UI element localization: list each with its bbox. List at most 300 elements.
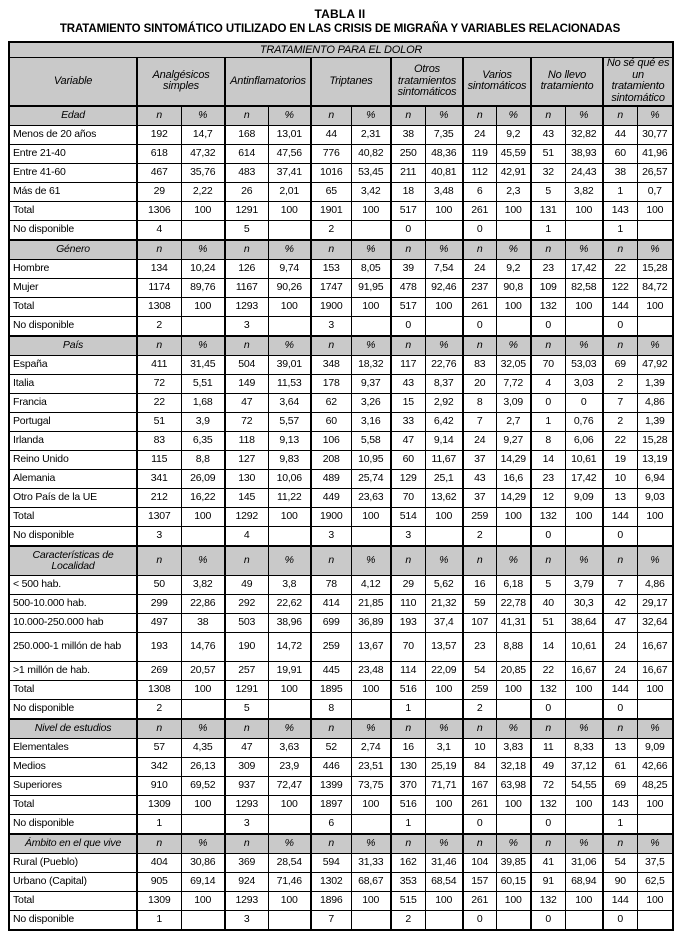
cell-n: 115 — [137, 450, 181, 469]
cell-n: 132 — [531, 891, 565, 910]
cell-pct: 7,72 — [496, 374, 531, 393]
row-label: Urbano (Capital) — [9, 872, 137, 891]
cell-n: 1016 — [311, 163, 351, 182]
cell-n: 62 — [311, 393, 351, 412]
cell-pct: 10,95 — [351, 450, 391, 469]
cell-n: 2 — [603, 374, 637, 393]
subheader-pct: % — [268, 106, 311, 126]
cell-n: 449 — [311, 488, 351, 507]
cell-n: 61 — [603, 757, 637, 776]
cell-pct: 5,51 — [181, 374, 225, 393]
cell-n: 14 — [531, 632, 565, 661]
row-label: No disponible — [9, 699, 137, 719]
data-row — [9, 278, 673, 297]
subheader-n: n — [137, 240, 181, 260]
cell-pct — [565, 316, 603, 336]
cell-pct: 100 — [268, 297, 311, 316]
data-row — [9, 182, 673, 201]
subheader-pct: % — [181, 719, 225, 739]
subheader-pct: % — [637, 834, 673, 854]
cell-n: 167 — [463, 776, 496, 795]
subheader-pct: % — [425, 546, 463, 576]
subheader-pct: % — [268, 834, 311, 854]
cell-pct: 8,37 — [425, 374, 463, 393]
cell-n: 1900 — [311, 297, 351, 316]
variable-column-header: Variable — [9, 58, 137, 106]
cell-n: 1 — [603, 814, 637, 834]
cell-n: 84 — [463, 757, 496, 776]
subheader-n: n — [225, 546, 268, 576]
row-label: Total — [9, 795, 137, 814]
cell-n: 132 — [531, 680, 565, 699]
table-banner-row — [9, 42, 673, 58]
subheader-n: n — [225, 834, 268, 854]
row-label: Hombre — [9, 259, 137, 278]
cell-n: 60 — [391, 450, 425, 469]
cell-pct — [425, 699, 463, 719]
cell-n: 3 — [137, 526, 181, 546]
cell-n: 3 — [311, 526, 351, 546]
cell-pct: 9,03 — [637, 488, 673, 507]
subheader-pct: % — [351, 240, 391, 260]
cell-n: 8 — [463, 393, 496, 412]
cell-pct: 69,14 — [181, 872, 225, 891]
cell-pct: 3,09 — [496, 393, 531, 412]
subheader-pct: % — [181, 834, 225, 854]
cell-n: 1 — [531, 412, 565, 431]
cell-n: 269 — [137, 661, 181, 680]
cell-pct: 68,67 — [351, 872, 391, 891]
cell-n: 467 — [137, 163, 181, 182]
cell-n: 1291 — [225, 680, 268, 699]
subheader-n: n — [311, 336, 351, 356]
cell-n: 618 — [137, 144, 181, 163]
cell-pct: 5,62 — [425, 575, 463, 594]
subheader-n: n — [137, 336, 181, 356]
cell-n: 594 — [311, 853, 351, 872]
subheader-pct: % — [351, 834, 391, 854]
cell-pct: 100 — [351, 680, 391, 699]
cell-pct: 100 — [268, 680, 311, 699]
cell-pct: 38 — [181, 613, 225, 632]
subheader-pct: % — [496, 106, 531, 126]
cell-pct: 100 — [425, 891, 463, 910]
cell-n: 106 — [311, 431, 351, 450]
cell-n: 29 — [137, 182, 181, 201]
cell-pct: 4,12 — [351, 575, 391, 594]
cell-pct: 0,76 — [565, 412, 603, 431]
cell-pct: 53,03 — [565, 355, 603, 374]
data-row — [9, 853, 673, 872]
cell-pct: 25,1 — [425, 469, 463, 488]
cell-pct: 22,62 — [268, 594, 311, 613]
cell-n: 4 — [137, 220, 181, 240]
cell-n: 107 — [463, 613, 496, 632]
cell-n: 1 — [603, 182, 637, 201]
cell-pct: 3,42 — [351, 182, 391, 201]
data-row — [9, 355, 673, 374]
cell-pct: 100 — [496, 201, 531, 220]
cell-pct: 60,15 — [496, 872, 531, 891]
subheader-n: n — [531, 106, 565, 126]
group-header-4: Varios sintomáticos — [463, 58, 531, 106]
cell-pct: 72,47 — [268, 776, 311, 795]
row-label: No disponible — [9, 220, 137, 240]
page-subtitle: TRATAMIENTO SINTOMÁTICO UTILIZADO EN LAS CRISIS DE MIGRAÑA Y VARIABLES RELACIONADAS — [59, 23, 621, 35]
cell-pct — [496, 220, 531, 240]
cell-n: 6 — [463, 182, 496, 201]
cell-pct: 9,2 — [496, 125, 531, 144]
cell-pct: 3,82 — [565, 182, 603, 201]
cell-n: 129 — [391, 469, 425, 488]
cell-pct: 16,67 — [637, 661, 673, 680]
cell-pct: 6,35 — [181, 431, 225, 450]
cell-pct: 90,8 — [496, 278, 531, 297]
section-label: Edad — [9, 106, 137, 126]
subheader-pct: % — [496, 719, 531, 739]
cell-pct: 1,39 — [637, 412, 673, 431]
cell-pct: 40,81 — [425, 163, 463, 182]
cell-n: 32 — [531, 163, 565, 182]
data-row — [9, 680, 673, 699]
cell-pct: 37,4 — [425, 613, 463, 632]
cell-n: 65 — [311, 182, 351, 201]
cell-n: 33 — [391, 412, 425, 431]
cell-n: 122 — [603, 278, 637, 297]
subheader-pct: % — [181, 546, 225, 576]
group-header-2: Triptanes — [311, 58, 391, 106]
subheader-n: n — [225, 719, 268, 739]
cell-pct — [268, 699, 311, 719]
row-label: Otro País de la UE — [9, 488, 137, 507]
cell-pct: 29,17 — [637, 594, 673, 613]
data-row — [9, 891, 673, 910]
subheader-pct: % — [565, 336, 603, 356]
row-label: No disponible — [9, 526, 137, 546]
subheader-pct: % — [637, 336, 673, 356]
cell-n: 5 — [225, 699, 268, 719]
cell-n: 1897 — [311, 795, 351, 814]
cell-n: 261 — [463, 297, 496, 316]
row-label: No disponible — [9, 814, 137, 834]
cell-n: 517 — [391, 201, 425, 220]
cell-pct: 3,82 — [181, 575, 225, 594]
subheader-n: n — [603, 240, 637, 260]
cell-n: 503 — [225, 613, 268, 632]
cell-n: 43 — [391, 374, 425, 393]
subheader-pct: % — [496, 336, 531, 356]
cell-pct: 68,94 — [565, 872, 603, 891]
cell-pct: 73,75 — [351, 776, 391, 795]
cell-n: 39 — [391, 259, 425, 278]
cell-pct: 18,32 — [351, 355, 391, 374]
cell-n: 445 — [311, 661, 351, 680]
cell-pct: 4,86 — [637, 393, 673, 412]
cell-pct: 38,93 — [565, 144, 603, 163]
subheader-pct: % — [425, 336, 463, 356]
subheader-n: n — [311, 834, 351, 854]
row-label: >1 millón de hab. — [9, 661, 137, 680]
cell-pct: 21,85 — [351, 594, 391, 613]
cell-n: 1309 — [137, 891, 181, 910]
cell-pct: 100 — [268, 795, 311, 814]
data-row — [9, 201, 673, 220]
row-label: 10.000-250.000 hab — [9, 613, 137, 632]
cell-pct — [181, 910, 225, 930]
cell-n: 299 — [137, 594, 181, 613]
subheader-pct: % — [637, 719, 673, 739]
cell-pct: 3,9 — [181, 412, 225, 431]
cell-pct: 68,54 — [425, 872, 463, 891]
cell-pct: 100 — [565, 795, 603, 814]
section-label: Características de Localidad — [9, 546, 137, 576]
cell-pct: 3,79 — [565, 575, 603, 594]
cell-n: 7 — [603, 575, 637, 594]
cell-pct: 16,67 — [637, 632, 673, 661]
cell-n: 118 — [225, 431, 268, 450]
cell-pct — [496, 814, 531, 834]
cell-n: 13 — [603, 738, 637, 757]
cell-pct: 100 — [351, 795, 391, 814]
cell-pct: 2,74 — [351, 738, 391, 757]
cell-n: 257 — [225, 661, 268, 680]
cell-n: 29 — [391, 575, 425, 594]
cell-n: 1 — [531, 220, 565, 240]
cell-pct: 100 — [496, 891, 531, 910]
row-label: Francia — [9, 393, 137, 412]
cell-pct: 26,13 — [181, 757, 225, 776]
cell-n: 69 — [603, 776, 637, 795]
row-label: Elementales — [9, 738, 137, 757]
cell-pct: 100 — [181, 891, 225, 910]
cell-pct: 37,41 — [268, 163, 311, 182]
cell-pct: 13,19 — [637, 450, 673, 469]
cell-n: 16 — [391, 738, 425, 757]
cell-n: 59 — [463, 594, 496, 613]
cell-pct: 3,48 — [425, 182, 463, 201]
cell-n: 47 — [391, 431, 425, 450]
cell-pct: 2,7 — [496, 412, 531, 431]
cell-pct: 84,72 — [637, 278, 673, 297]
cell-n: 193 — [137, 632, 181, 661]
subheader-n: n — [311, 106, 351, 126]
cell-n: 3 — [225, 910, 268, 930]
cell-pct: 11,67 — [425, 450, 463, 469]
data-row — [9, 393, 673, 412]
cell-n: 0 — [463, 316, 496, 336]
cell-n: 69 — [603, 355, 637, 374]
cell-pct: 13,57 — [425, 632, 463, 661]
data-row — [9, 316, 673, 336]
cell-pct: 15,28 — [637, 431, 673, 450]
cell-pct: 39,85 — [496, 853, 531, 872]
cell-n: 2 — [463, 526, 496, 546]
data-row — [9, 297, 673, 316]
cell-pct: 100 — [496, 297, 531, 316]
data-row — [9, 757, 673, 776]
cell-pct: 19,91 — [268, 661, 311, 680]
cell-pct — [637, 220, 673, 240]
cell-pct: 11,53 — [268, 374, 311, 393]
cell-pct: 32,18 — [496, 757, 531, 776]
cell-n: 149 — [225, 374, 268, 393]
data-row — [9, 613, 673, 632]
cell-n: 23 — [531, 469, 565, 488]
cell-pct: 48,36 — [425, 144, 463, 163]
cell-n: 348 — [311, 355, 351, 374]
subheader-n: n — [311, 719, 351, 739]
cell-n: 2 — [603, 412, 637, 431]
cell-pct: 4,35 — [181, 738, 225, 757]
cell-pct: 10,61 — [565, 450, 603, 469]
subheader-n: n — [463, 546, 496, 576]
cell-pct: 2,22 — [181, 182, 225, 201]
cell-pct: 100 — [425, 297, 463, 316]
row-label: Superiores — [9, 776, 137, 795]
subheader-n: n — [225, 336, 268, 356]
cell-n: 483 — [225, 163, 268, 182]
cell-pct — [637, 910, 673, 930]
cell-n: 57 — [137, 738, 181, 757]
cell-pct: 21,32 — [425, 594, 463, 613]
subheader-n: n — [531, 240, 565, 260]
section-label: Género — [9, 240, 137, 260]
cell-n: 2 — [137, 699, 181, 719]
subheader-n: n — [603, 719, 637, 739]
cell-pct: 22,09 — [425, 661, 463, 680]
cell-n: 132 — [531, 297, 565, 316]
cell-n: 1174 — [137, 278, 181, 297]
subheader-n: n — [311, 546, 351, 576]
cell-n: 24 — [603, 661, 637, 680]
cell-n: 414 — [311, 594, 351, 613]
cell-n: 20 — [463, 374, 496, 393]
cell-n: 178 — [311, 374, 351, 393]
cell-n: 50 — [137, 575, 181, 594]
cell-pct: 100 — [425, 680, 463, 699]
cell-pct — [268, 910, 311, 930]
cell-pct — [565, 910, 603, 930]
cell-pct — [496, 526, 531, 546]
cell-n: 19 — [603, 450, 637, 469]
cell-n: 1308 — [137, 680, 181, 699]
subheader-pct: % — [496, 546, 531, 576]
cell-pct — [637, 699, 673, 719]
cell-n: 23 — [531, 259, 565, 278]
cell-n: 37 — [463, 450, 496, 469]
cell-pct: 25,74 — [351, 469, 391, 488]
cell-n: 1 — [137, 910, 181, 930]
cell-n: 38 — [391, 125, 425, 144]
row-label: Medios — [9, 757, 137, 776]
cell-pct — [425, 814, 463, 834]
subheader-pct: % — [637, 240, 673, 260]
cell-n: 5 — [225, 220, 268, 240]
cell-pct: 3,64 — [268, 393, 311, 412]
subheader-pct: % — [268, 240, 311, 260]
data-row — [9, 374, 673, 393]
cell-n: 51 — [531, 613, 565, 632]
cell-pct — [181, 526, 225, 546]
cell-pct — [637, 316, 673, 336]
subheader-n: n — [463, 834, 496, 854]
cell-pct: 90,26 — [268, 278, 311, 297]
cell-n: 15 — [391, 393, 425, 412]
row-label: Total — [9, 891, 137, 910]
cell-pct: 41,31 — [496, 613, 531, 632]
cell-n: 1292 — [225, 507, 268, 526]
subheader-pct: % — [351, 719, 391, 739]
cell-n: 404 — [137, 853, 181, 872]
cell-pct: 32,82 — [565, 125, 603, 144]
cell-pct: 36,89 — [351, 613, 391, 632]
cell-n: 130 — [225, 469, 268, 488]
row-label: Rural (Pueblo) — [9, 853, 137, 872]
cell-n: 83 — [463, 355, 496, 374]
cell-pct: 24,43 — [565, 163, 603, 182]
cell-pct — [268, 316, 311, 336]
cell-n: 212 — [137, 488, 181, 507]
cell-n: 70 — [391, 488, 425, 507]
cell-pct: 6,42 — [425, 412, 463, 431]
cell-n: 60 — [603, 144, 637, 163]
row-label: No disponible — [9, 316, 137, 336]
cell-n: 0 — [531, 910, 565, 930]
cell-pct: 92,46 — [425, 278, 463, 297]
cell-pct: 6,94 — [637, 469, 673, 488]
cell-n: 1895 — [311, 680, 351, 699]
cell-n: 22 — [531, 661, 565, 680]
cell-pct: 100 — [637, 680, 673, 699]
cell-n: 3 — [225, 316, 268, 336]
cell-pct: 2,92 — [425, 393, 463, 412]
cell-n: 153 — [311, 259, 351, 278]
cell-pct: 6,06 — [565, 431, 603, 450]
cell-n: 1 — [391, 699, 425, 719]
cell-pct: 8,33 — [565, 738, 603, 757]
cell-pct: 100 — [351, 201, 391, 220]
cell-pct: 17,42 — [565, 469, 603, 488]
cell-n: 54 — [463, 661, 496, 680]
cell-pct: 3,83 — [496, 738, 531, 757]
cell-n: 40 — [531, 594, 565, 613]
cell-pct: 11,22 — [268, 488, 311, 507]
cell-n: 18 — [391, 182, 425, 201]
cell-pct: 69,52 — [181, 776, 225, 795]
cell-pct: 100 — [496, 795, 531, 814]
cell-n: 52 — [311, 738, 351, 757]
cell-pct: 9,09 — [637, 738, 673, 757]
cell-pct: 47,92 — [637, 355, 673, 374]
subheader-n: n — [311, 240, 351, 260]
group-header-3: Otros tratamientos sintomáticos — [391, 58, 463, 106]
data-row — [9, 144, 673, 163]
subheader-pct: % — [565, 546, 603, 576]
cell-n: 192 — [137, 125, 181, 144]
cell-pct — [425, 316, 463, 336]
cell-pct: 100 — [565, 201, 603, 220]
cell-n: 478 — [391, 278, 425, 297]
subheader-n: n — [531, 719, 565, 739]
cell-n: 208 — [311, 450, 351, 469]
cell-pct: 9,37 — [351, 374, 391, 393]
cell-n: 261 — [463, 795, 496, 814]
cell-pct: 3,03 — [565, 374, 603, 393]
cell-n: 4 — [531, 374, 565, 393]
cell-pct: 26,57 — [637, 163, 673, 182]
column-header-row — [9, 58, 673, 106]
cell-pct: 9,27 — [496, 431, 531, 450]
